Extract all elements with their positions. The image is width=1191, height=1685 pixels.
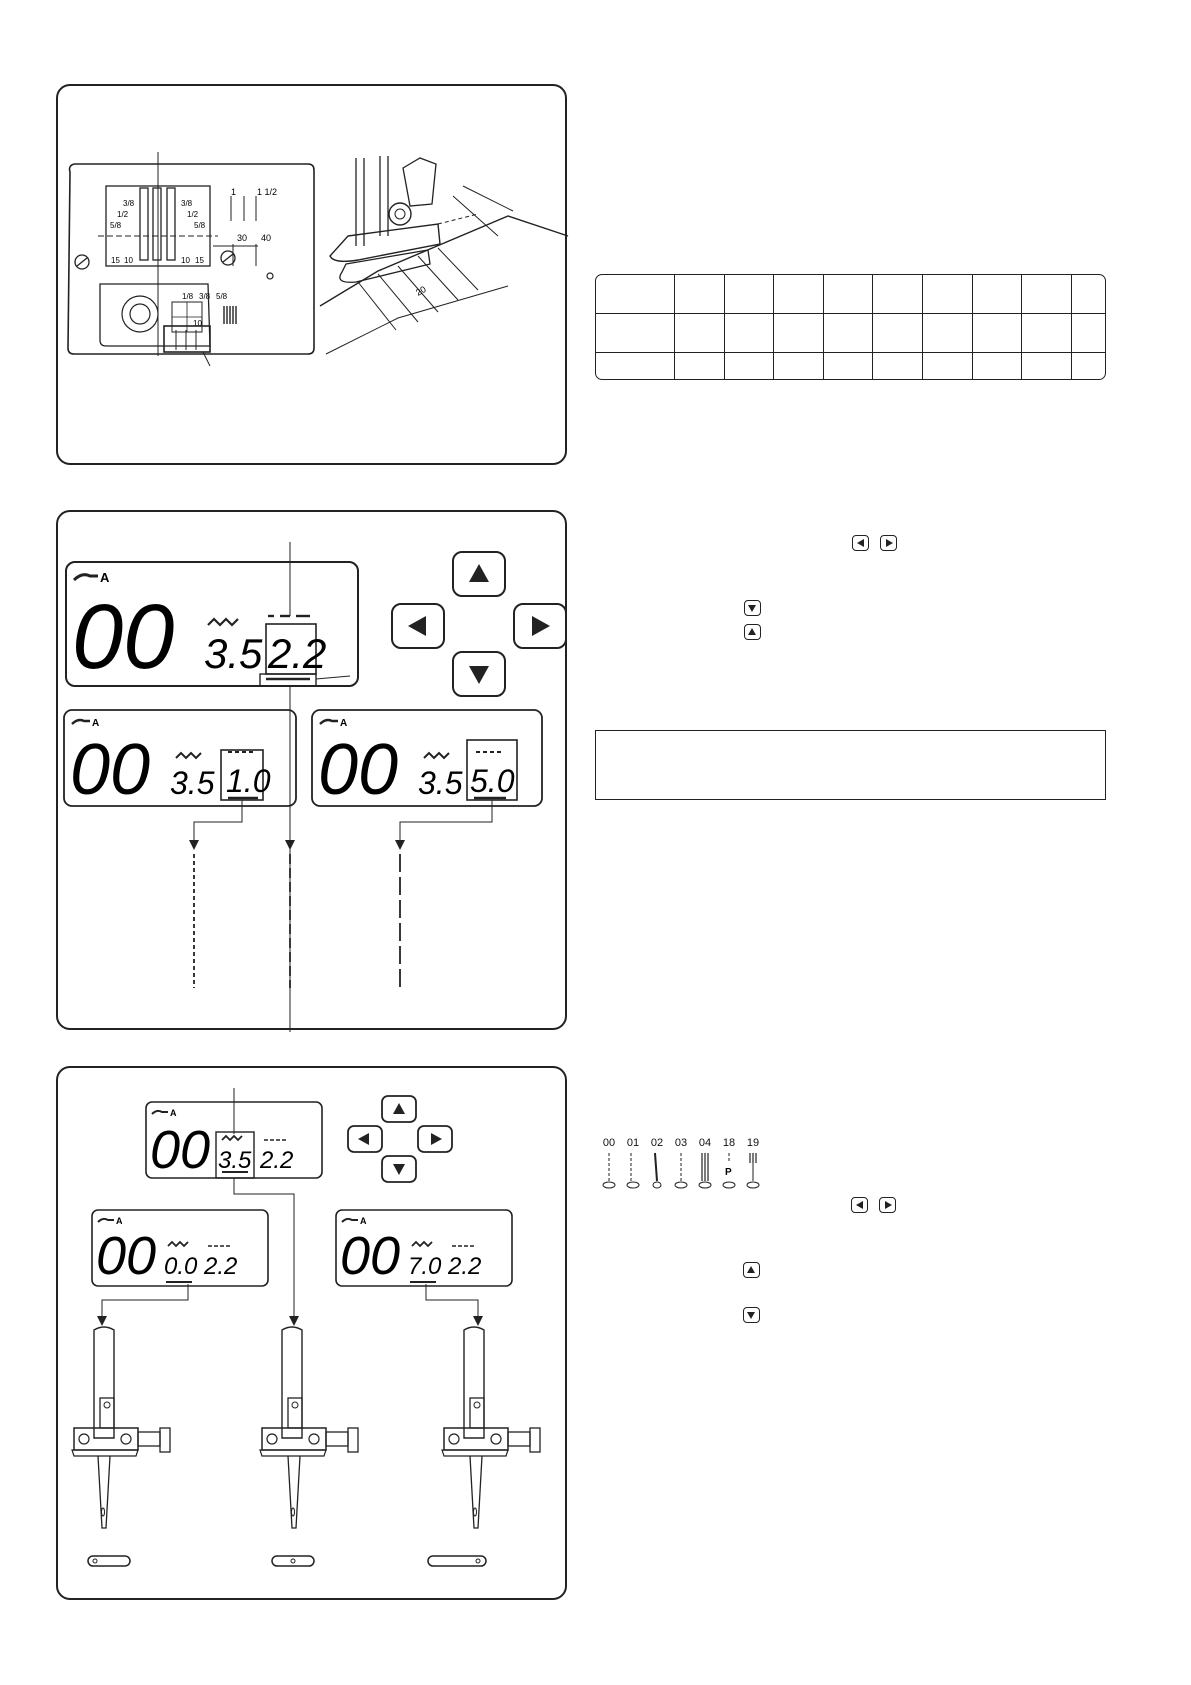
plate-mark: 5/8 — [216, 292, 228, 301]
table-row — [596, 275, 1105, 314]
stitch-width-value: 7.0 — [408, 1253, 442, 1280]
plate-mark: 1/2 — [117, 210, 129, 219]
stitch-length-value: 2.2 — [268, 630, 327, 677]
stitch-length-illustration — [58, 512, 569, 1032]
mode-letter: A — [92, 718, 100, 729]
panel-needle-plate — [56, 84, 567, 465]
stitch-width-illustration — [58, 1068, 569, 1602]
pattern-number: 00 — [70, 730, 151, 810]
stitch-number: 18 — [722, 1137, 736, 1149]
lcd-left-display — [64, 710, 296, 842]
presser-foot-icon — [98, 1219, 114, 1222]
presser-foot-icon — [342, 1219, 358, 1222]
presser-foot-icon — [74, 575, 98, 580]
stitch-number: 04 — [698, 1137, 712, 1149]
pattern-number: 00 — [340, 1226, 401, 1286]
table-row — [596, 314, 1105, 353]
plate-mark: 1 1/2 — [257, 187, 278, 197]
plate-mark: 3/8 — [199, 292, 211, 301]
right-arrow-key[interactable] — [514, 604, 566, 648]
screw-icon — [75, 255, 89, 269]
needle-plate-illustration — [58, 86, 569, 467]
up-arrow-key-icon — [745, 625, 762, 641]
stitch-symbols-icon — [598, 1151, 773, 1195]
left-arrow-key[interactable] — [348, 1126, 382, 1152]
fabric-mark: 20 — [414, 284, 428, 298]
stitch-width-value: 3.5 — [170, 765, 215, 801]
plate-mark: 30 — [237, 233, 248, 243]
left-arrow-key-icon — [852, 1198, 869, 1214]
left-arrow-key[interactable] — [851, 1197, 868, 1213]
stitch-length-value: 1.0 — [226, 763, 271, 799]
needle-left-icon — [72, 1327, 170, 1566]
stitch-p-label: P — [725, 1167, 732, 1178]
presser-foot-icon — [152, 1111, 168, 1114]
pattern-number: 00 — [96, 1226, 157, 1286]
right-arrow-key-icon — [881, 536, 898, 552]
left-arrow-key[interactable] — [392, 604, 444, 648]
pattern-number: 00 — [318, 730, 399, 810]
stitch-width-value: 0.0 — [164, 1253, 198, 1280]
down-arrow-key[interactable] — [382, 1156, 416, 1182]
seam-guide-table — [595, 274, 1106, 380]
needle-right-icon — [428, 1327, 540, 1566]
plate-mark: 1/8 — [182, 292, 194, 301]
pattern-number: 00 — [150, 1120, 211, 1180]
up-arrow-key[interactable] — [453, 552, 505, 596]
table-row — [596, 353, 1105, 379]
mode-letter: A — [360, 1216, 367, 1226]
right-arrow-key-icon — [880, 1198, 897, 1214]
stitch-number: 02 — [650, 1137, 664, 1149]
plate-mark: 1/2 — [187, 210, 199, 219]
pattern-number: 00 — [72, 586, 175, 688]
stitch-length-value: 5.0 — [470, 763, 515, 799]
plate-mark: 10 — [124, 256, 133, 265]
plate-mark: 5/8 — [194, 221, 206, 230]
stitch-width-value: 3.5 — [218, 1147, 252, 1174]
lcd-left-display — [92, 1210, 268, 1326]
note-box — [595, 730, 1106, 800]
stitch-length-value: 2.2 — [260, 1147, 294, 1174]
plate-mark: 10 — [181, 256, 190, 265]
plate-mark: 3/8 — [123, 199, 135, 208]
needle-center-icon — [260, 1327, 358, 1566]
mode-letter: A — [170, 1108, 177, 1118]
stitch-number: 03 — [674, 1137, 688, 1149]
up-arrow-key[interactable] — [382, 1096, 416, 1122]
mode-letter: A — [340, 718, 348, 729]
lcd-top-display — [146, 1088, 322, 1180]
panel-stitch-length — [56, 510, 567, 1030]
lcd-right-display — [336, 1210, 512, 1326]
stitch-number: 00 — [602, 1137, 616, 1149]
stitch-length-value: 2.2 — [204, 1253, 238, 1280]
plate-mark: 5/8 — [110, 221, 122, 230]
right-arrow-key[interactable] — [879, 1197, 896, 1213]
stitch-pattern-row — [598, 1137, 773, 1195]
zigzag-width-icon — [208, 619, 238, 625]
mode-letter: A — [100, 570, 110, 585]
presser-foot-icon — [72, 720, 90, 724]
down-arrow-key-icon — [745, 601, 762, 617]
plate-mark: 10 — [193, 319, 202, 328]
lcd-right-display — [312, 710, 542, 842]
stitch-width-value: 3.5 — [204, 630, 263, 677]
plate-mark: 40 — [261, 233, 272, 243]
presser-foot-icon — [320, 156, 568, 354]
stitch-number: 19 — [746, 1137, 760, 1149]
up-arrow-key[interactable] — [744, 624, 761, 640]
presser-foot-icon — [320, 720, 338, 724]
plate-mark: 15 — [195, 256, 204, 265]
up-arrow-key-icon — [744, 1263, 761, 1279]
right-arrow-key[interactable] — [418, 1126, 452, 1152]
stitch-width-value: 3.5 — [418, 765, 463, 801]
stitch-length-value: 2.2 — [448, 1253, 482, 1280]
down-arrow-key[interactable] — [744, 600, 761, 616]
plate-mark: 15 — [111, 256, 120, 265]
panel-stitch-width — [56, 1066, 567, 1600]
left-arrow-key[interactable] — [852, 535, 869, 551]
stitch-number: 01 — [626, 1137, 640, 1149]
plate-mark: 3/8 — [181, 199, 193, 208]
right-arrow-key[interactable] — [880, 535, 897, 551]
down-arrow-key-icon — [744, 1308, 761, 1324]
up-arrow-key[interactable] — [743, 1262, 760, 1278]
left-arrow-key-icon — [853, 536, 870, 552]
plate-mark: 1 — [231, 187, 237, 197]
down-arrow-key[interactable] — [743, 1307, 760, 1323]
mode-letter: A — [116, 1216, 123, 1226]
down-arrow-key[interactable] — [453, 652, 505, 696]
